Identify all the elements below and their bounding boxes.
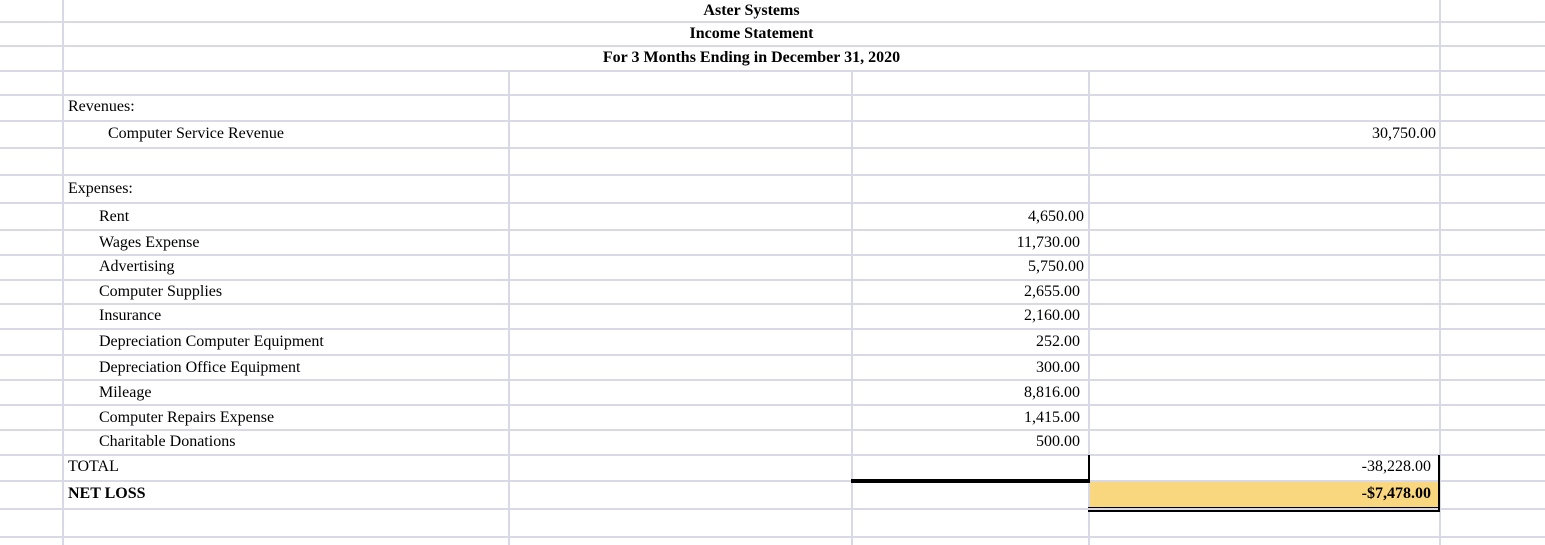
expense-item-amount: 1,415.00 xyxy=(1024,409,1080,426)
expense-item-label: Mileage xyxy=(99,384,152,401)
revenues-label: Revenues: xyxy=(68,98,135,115)
expense-item-amount: 2,655.00 xyxy=(1024,283,1080,300)
expense-item-label: Advertising xyxy=(99,258,175,275)
grid-line xyxy=(851,70,853,545)
company-name: Aster Systems xyxy=(703,2,800,19)
grid-line xyxy=(62,0,64,545)
expense-item-label: Rent xyxy=(99,208,130,225)
expense-item-label: Insurance xyxy=(99,307,162,324)
grid-line xyxy=(0,279,1545,281)
expense-item-amount: 252.00 xyxy=(1036,333,1080,350)
expense-item-label: Depreciation Computer Equipment xyxy=(99,333,324,350)
expense-item-amount: 500.00 xyxy=(1036,433,1080,450)
expense-item-amount: 2,160.00 xyxy=(1024,307,1080,324)
revenue-item-label: Computer Service Revenue xyxy=(108,125,284,142)
statement-title: Income Statement xyxy=(689,25,814,42)
expense-item-label: Charitable Donations xyxy=(99,433,236,450)
net-loss-label: NET LOSS xyxy=(68,485,146,502)
grid-line xyxy=(0,94,1545,96)
expense-item-amount: 5,750.00 xyxy=(1028,258,1084,275)
grid-line xyxy=(0,229,1545,231)
statement-period: For 3 Months Ending in December 31, 2020 xyxy=(602,49,901,66)
grid-line xyxy=(0,254,1545,256)
border-thick xyxy=(851,479,1090,483)
total-label: TOTAL xyxy=(68,458,119,475)
expense-item-amount: 8,816.00 xyxy=(1024,384,1080,401)
border-right xyxy=(1438,455,1440,511)
border-left xyxy=(1088,455,1090,480)
double-underline-top xyxy=(1088,507,1440,508)
grid-line xyxy=(508,70,510,545)
revenue-item-amount: 30,750.00 xyxy=(1372,125,1436,142)
grid-line xyxy=(0,70,1545,72)
expense-item-label: Computer Supplies xyxy=(99,283,223,300)
expense-item-amount: 11,730.00 xyxy=(1016,234,1080,251)
grid-line xyxy=(0,174,1545,176)
grid-line xyxy=(0,303,1545,305)
grid-line xyxy=(0,147,1545,149)
expense-item-amount: 4,650.00 xyxy=(1028,208,1084,225)
double-underline-bottom xyxy=(1088,510,1440,512)
grid-line xyxy=(0,202,1545,204)
net-loss-amount[interactable]: -$7,478.00 xyxy=(1361,485,1431,502)
expense-item-label: Computer Repairs Expense xyxy=(99,409,275,426)
expense-item-label: Depreciation Office Equipment xyxy=(99,359,301,376)
expenses-label: Expenses: xyxy=(68,180,133,197)
expense-item-label: Wages Expense xyxy=(99,234,200,251)
total-amount: -38,228.00 xyxy=(1361,458,1431,475)
expense-item-amount: 300.00 xyxy=(1036,359,1080,376)
grid-line xyxy=(0,536,1545,538)
